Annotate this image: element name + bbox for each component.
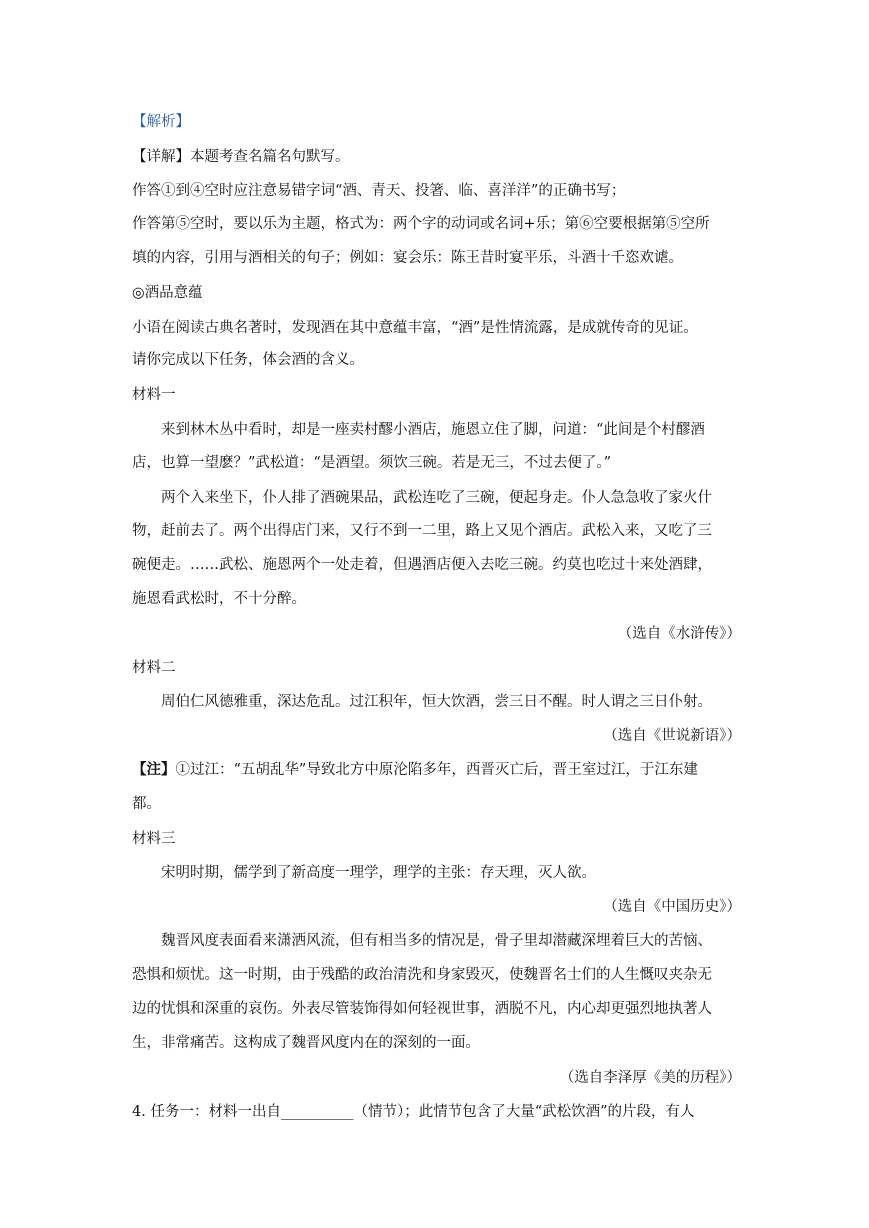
material-3-source-2: （选自李泽厚《美的历程》）	[559, 1070, 741, 1086]
material-1-line: 来到林木丛中看时，却是一座卖村醪小酒店，施恩立住了脚，问道：“此间是个村醪酒	[161, 422, 705, 438]
intro-line-2: 请你完成以下任务，体会酒的含义。	[132, 352, 364, 368]
intro-line-1: 小语在阅读古典名著时，发现酒在其中意蕴丰富，“酒”是性情流露，是成就传奇的见证。	[132, 320, 698, 336]
material-3-line: 魏晋风度表面看来潇洒风流，但有相当多的情况是，骨子里却潜藏深埋着巨大的苦恼、	[161, 933, 712, 949]
material-2-text: 周伯仁风德雅重，深达危乱。过江积年，恒大饮酒，尝三日不醒。时人谓之三日仆射。	[161, 694, 712, 710]
answer-line-2: 作答第⑤空时，要以乐为主题，格式为：两个字的动词或名词+乐；第⑥空要根据第⑤空所	[132, 216, 710, 232]
detail-line: 【详解】本题考查名篇名句默写。	[132, 149, 350, 165]
material-3-line: 边的忧惧和深重的哀伤。外表尽管装饰得如何轻视世事，洒脱不凡，内心却更强烈地执著人	[132, 1001, 712, 1017]
note-label: 【注】	[132, 761, 176, 778]
material-1-line: 店，也算一望麽？”武松道：“是酒望。须饮三碗。若是无三，不过去便了。”	[132, 455, 611, 471]
analysis-label: 【解析】	[132, 114, 190, 130]
answer-line-3: 填的内容，引用与酒相关的句子；例如：宴会乐：陈王昔时宴平乐，斗酒十千恣欢谑。	[132, 250, 683, 266]
material-1-title: 材料一	[132, 387, 176, 403]
material-1-line: 物，赶前去了。两个出得店门来，又行不到一二里，路上又见个酒店。武松入来，又吃了三	[132, 523, 712, 539]
note-line-1	[132, 760, 742, 780]
material-3-text: 宋明时期，儒学到了新高度一理学，理学的主张：存天理，灭人欲。	[161, 865, 596, 881]
material-1-line: 碗便走。……武松、施恩两个一处走着，但遇酒店便入去吃三碗。约莫也吃过十来处酒肆，	[132, 557, 712, 573]
answer-line-1: 作答①到④空时应注意易错字词“酒、青天、投箸、临、喜洋洋”的正确书写；	[132, 183, 626, 199]
material-1-source: （选自《水浒传》）	[617, 626, 741, 642]
material-2-source: （选自《世说新语》）	[603, 728, 741, 744]
material-2-title: 材料二	[132, 660, 176, 676]
material-3-source-1: （选自《中国历史》）	[603, 899, 741, 915]
section-title: ◎酒品意蕴	[132, 285, 203, 301]
note-text: ①过江：“五胡乱华”导致北方中原沦陷多年，西晋灭亡后，晋王室过江，于江东建	[175, 762, 698, 778]
material-1-line: 施恩看武松时，不十分醉。	[132, 591, 306, 607]
question-4: 4. 任务一：材料一出自__________（情节）；此情节包含了大量“武松饮酒”的片段，有人	[132, 1104, 695, 1120]
material-1-line: 两个入来坐下，仆人排了酒碗果品，武松连吃了三碗，便起身走。仆人急急收了家火什	[161, 490, 712, 506]
material-3-title: 材料三	[132, 831, 176, 847]
note-line-2: 都。	[132, 796, 161, 812]
material-3-line: 生，非常痛苦。这构成了魏晋风度内在的深刻的一面。	[132, 1035, 480, 1051]
material-3-line: 恐惧和烦忧。这一时期，由于残酷的政治清洗和身家毁灭，使魏晋名士们的人生慨叹夹杂无	[132, 967, 712, 983]
